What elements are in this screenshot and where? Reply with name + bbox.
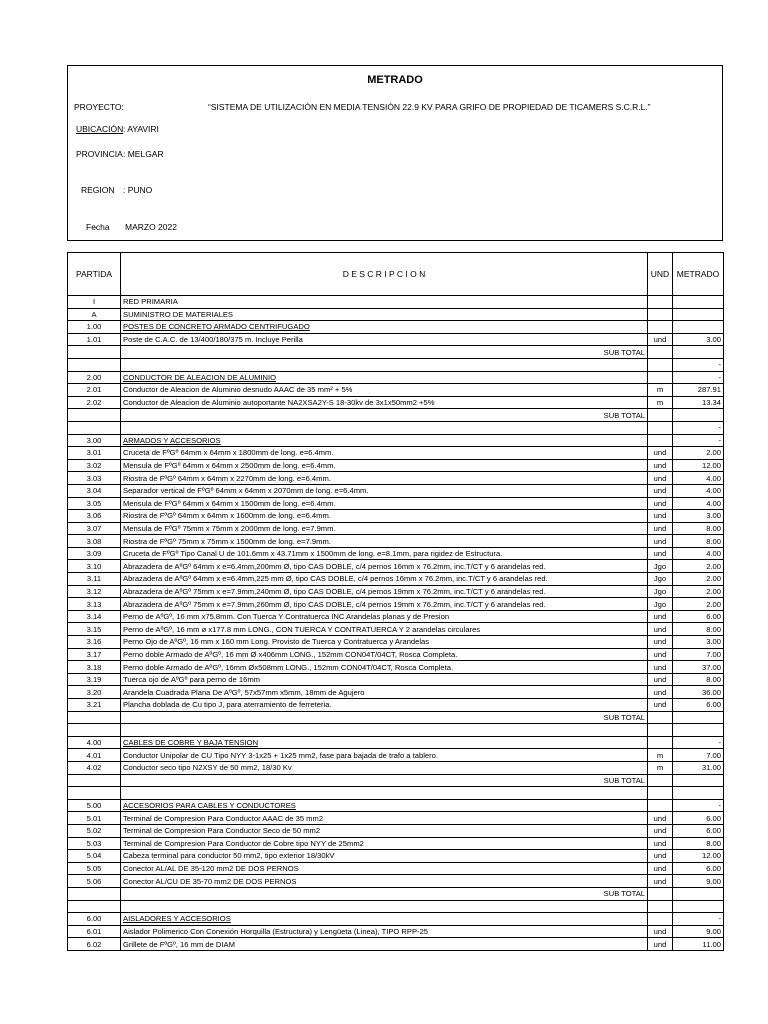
col-header-metrado: METRADO <box>673 253 724 296</box>
und-cell: Jgo <box>648 598 673 611</box>
descripcion-cell: Mensula de FºGº 64mm x 64mm x 1500mm de long. e=6.4mm. <box>121 497 648 510</box>
descripcion-cell: Aislador Polimerico Con Conexión Horquilla (Estructura) y Lengüeta (Linea), TIPO RPP-25 <box>121 925 648 938</box>
table-row <box>68 358 724 371</box>
metrado-cell: 2.00 <box>673 598 724 611</box>
descripcion-cell: Abrazadera de AºGº 64mm x e=6.4mm,225 mm Ø, tipo CAS DOBLE, c/4 pernos 16mm x 76.2mm, inc.T/CT y 6 arandelas red. <box>121 573 648 586</box>
table-row <box>68 749 724 762</box>
table-row <box>68 535 724 548</box>
partida-cell: 3.03 <box>68 472 121 485</box>
metrado-cell <box>673 711 724 724</box>
descripcion-cell: Perno de AºGº, 16 mm ø x177.8 mm LONG., CON TUERCA Y CONTRATUERCA Y 2 arandelas circulares <box>121 623 648 636</box>
metrado-cell: 6.00 <box>673 862 724 875</box>
descripcion-cell: ACCESORIOS PARA CABLES Y CONDUCTORES <box>121 799 648 812</box>
table-row <box>68 673 724 686</box>
metrado-cell: 6.00 <box>673 812 724 825</box>
descripcion-cell: Riostra de FºGº 64mm x 64mm x 1600mm de long. e=6.4mm. <box>121 510 648 523</box>
metrado-cell <box>673 900 724 913</box>
partida-cell: 5.00 <box>68 799 121 812</box>
metrado-cell: 2.00 <box>673 585 724 598</box>
partida-cell: 3.20 <box>68 686 121 699</box>
partida-cell: 3.04 <box>68 484 121 497</box>
metrado-cell <box>673 346 724 359</box>
partida-cell <box>68 358 121 371</box>
partida-cell: 3.13 <box>68 598 121 611</box>
descripcion-cell: Perno Ojo de AºGº, 16 mm x 160 mm Long. Provisto de Tuerca y Contratuerca y Arandelas <box>121 636 648 649</box>
und-cell: und <box>648 925 673 938</box>
und-cell: und <box>648 547 673 560</box>
metrado-cell: 3.00 <box>673 333 724 346</box>
table-row <box>68 396 724 409</box>
descripcion-cell: Terminal de Compresion Para Conductor Seco de 50 mm2 <box>121 824 648 837</box>
und-cell: und <box>648 850 673 863</box>
region-label: REGION <box>81 185 115 195</box>
metrado-cell: 9.00 <box>673 925 724 938</box>
partida-cell: 3.14 <box>68 610 121 623</box>
partida-cell <box>68 724 121 737</box>
und-cell: und <box>648 522 673 535</box>
partida-cell: 6.02 <box>68 938 121 951</box>
partida-cell: 4.02 <box>68 761 121 774</box>
table-row <box>68 925 724 938</box>
partida-cell <box>68 711 121 724</box>
metrado-cell: 4.00 <box>673 472 724 485</box>
descripcion-cell: Terminal de Compresion Para Conductor AAAC de 35 mm2 <box>121 812 648 825</box>
descripcion-cell: Conductor Unipolar de CU Tipo NYY 3-1x25 + 1x25 mm2, fase para bajada de trafo a tablero. <box>121 749 648 762</box>
metrado-cell: 8.00 <box>673 623 724 636</box>
und-cell: und <box>648 875 673 888</box>
descripcion-cell: SUB TOTAL <box>121 346 648 359</box>
project-header <box>67 65 723 241</box>
descripcion-cell: Separador vertical de FºGº 64mm x 64mm x 2070mm de long. e=6.4mm. <box>121 484 648 497</box>
section-row <box>68 736 724 749</box>
und-cell: und <box>648 472 673 485</box>
und-cell <box>648 774 673 787</box>
partida-cell: 3.07 <box>68 522 121 535</box>
section-row <box>68 434 724 447</box>
und-cell <box>648 434 673 447</box>
metrado-cell: 9.00 <box>673 875 724 888</box>
metrado-cell: 7.00 <box>673 648 724 661</box>
metrado-cell <box>673 787 724 800</box>
und-cell: m <box>648 761 673 774</box>
descripcion-cell: Cabeza terminal para conductor 50 mm2, tipo exterior 18/30kV <box>121 850 648 863</box>
und-cell: Jgo <box>648 585 673 598</box>
descripcion-cell: Perno de AºGº, 16 mm x75.8mm. Con Tuerca Y Contratuerca INC Arandelas planas y de Presion <box>121 610 648 623</box>
descripcion-cell: Poste de C.A.C. de 13/400/180/375 m. Incluye Perilla <box>121 333 648 346</box>
table-row <box>68 421 724 434</box>
und-cell <box>648 296 673 309</box>
descripcion-cell: Plancha doblada de Cu tipo J, para aterramiento de ferreteria. <box>121 699 648 712</box>
und-cell: und <box>648 623 673 636</box>
und-cell: und <box>648 673 673 686</box>
partida-cell: 5.05 <box>68 862 121 875</box>
partida-cell: 4.00 <box>68 736 121 749</box>
metrado-cell: 8.00 <box>673 673 724 686</box>
descripcion-cell: CONDUCTOR DE ALEACION DE ALUMINIO <box>121 371 648 384</box>
provincia-value: : MELGAR <box>123 149 164 159</box>
table-row <box>68 333 724 346</box>
table-row <box>68 447 724 460</box>
table-row <box>68 560 724 573</box>
descripcion-cell <box>121 421 648 434</box>
metrado-cell: 287.91 <box>673 384 724 397</box>
provincia-label: PROVINCIA <box>76 149 123 159</box>
section-row <box>68 321 724 334</box>
descripcion-cell: Riostra de FºGº 64mm x 64mm x 2270mm de long. e=6.4mm. <box>121 472 648 485</box>
partida-cell: 3.12 <box>68 585 121 598</box>
partida-cell: 3.19 <box>68 673 121 686</box>
partida-cell: 3.09 <box>68 547 121 560</box>
table-row <box>68 585 724 598</box>
und-cell: Jgo <box>648 560 673 573</box>
descripcion-cell: Mensula de FºGº 75mm x 75mm x 2000mm de long. e=7.9mm. <box>121 522 648 535</box>
partida-cell: 3.11 <box>68 573 121 586</box>
und-cell: und <box>648 699 673 712</box>
und-cell: und <box>648 610 673 623</box>
metrado-cell: 4.00 <box>673 547 724 560</box>
partida-cell: 3.00 <box>68 434 121 447</box>
partida-cell: 1.01 <box>68 333 121 346</box>
metrado-cell: 2.00 <box>673 447 724 460</box>
partida-cell <box>68 409 121 422</box>
metrado-cell: 36.00 <box>673 686 724 699</box>
und-cell <box>648 724 673 737</box>
metrado-cell: 31.00 <box>673 761 724 774</box>
table-row <box>68 573 724 586</box>
partida-cell: 5.04 <box>68 850 121 863</box>
metrado-cell <box>673 774 724 787</box>
metrado-cell: 3.00 <box>673 636 724 649</box>
table-row <box>68 812 724 825</box>
metrado-cell <box>673 321 724 334</box>
table-row <box>68 824 724 837</box>
und-cell: und <box>648 497 673 510</box>
descripcion-cell: SUB TOTAL <box>121 887 648 900</box>
partida-cell: 2.01 <box>68 384 121 397</box>
und-cell <box>648 913 673 926</box>
col-header-descripcion: D E S C R I P C I O N <box>121 253 648 296</box>
table-row <box>68 472 724 485</box>
partida-cell: 3.15 <box>68 623 121 636</box>
table-row <box>68 497 724 510</box>
partida-cell: 2.02 <box>68 396 121 409</box>
table-row <box>68 648 724 661</box>
und-cell <box>648 308 673 321</box>
metrado-table <box>67 252 724 951</box>
region-value: : PUNO <box>123 185 153 195</box>
metrado-cell: 7.00 <box>673 749 724 762</box>
partida-cell: 1.00 <box>68 321 121 334</box>
metrado-cell: 37.00 <box>673 661 724 674</box>
und-cell: und <box>648 938 673 951</box>
partida-cell: 4.01 <box>68 749 121 762</box>
und-cell: und <box>648 686 673 699</box>
table-row <box>68 724 724 737</box>
und-cell: m <box>648 749 673 762</box>
descripcion-cell: AISLADORES Y ACCESORIOS <box>121 913 648 926</box>
descripcion-cell: Abrazadera de AºGº 64mm x e=6.4mm,200mm Ø, tipo CAS DOBLE, c/4 pernos 16mm x 76.2mm, inc.T/CT y 6 arandelas red. <box>121 560 648 573</box>
descripcion-cell: Grillete de FºGº, 16 mm de DIAM <box>121 938 648 951</box>
descripcion-cell <box>121 900 648 913</box>
partida-cell: 5.02 <box>68 824 121 837</box>
descripcion-cell: Conductor de Aleacion de Aluminio autoportante NA2XSA2Y-S 18-30kv de 3x1x50mm2 +5% <box>121 396 648 409</box>
partida-cell: 3.16 <box>68 636 121 649</box>
descripcion-cell: Abrazadera de AºGº 75mm x e=7.9mm,260mm Ø, tipo CAS DOBLE, c/4 pernos 19mm x 76.2mm, inc.T/CT y 6 arandelas red. <box>121 598 648 611</box>
und-cell <box>648 421 673 434</box>
metrado-cell: 11.00 <box>673 938 724 951</box>
metrado-cell: - <box>673 421 724 434</box>
metrado-cell <box>673 409 724 422</box>
section-row <box>68 799 724 812</box>
table-row <box>68 296 724 309</box>
table-row <box>68 547 724 560</box>
table-header-row <box>68 253 724 296</box>
descripcion-cell <box>121 724 648 737</box>
und-cell: und <box>648 837 673 850</box>
partida-cell <box>68 346 121 359</box>
col-header-partida: PARTIDA <box>68 253 121 296</box>
partida-cell: I <box>68 296 121 309</box>
metrado-cell: 8.00 <box>673 837 724 850</box>
proyecto-label: PROYECTO: <box>74 102 124 112</box>
partida-cell: 6.00 <box>68 913 121 926</box>
descripcion-cell: Mensula de FºGº 64mm x 64mm x 2500mm de long. e=6.4mm. <box>121 459 648 472</box>
table-row <box>68 522 724 535</box>
metrado-cell: 8.00 <box>673 535 724 548</box>
table-row <box>68 686 724 699</box>
partida-cell <box>68 421 121 434</box>
und-cell <box>648 900 673 913</box>
metrado-cell <box>673 308 724 321</box>
und-cell: m <box>648 396 673 409</box>
partida-cell: A <box>68 308 121 321</box>
und-cell <box>648 711 673 724</box>
partida-cell: 3.08 <box>68 535 121 548</box>
und-cell: und <box>648 459 673 472</box>
table-row <box>68 699 724 712</box>
descripcion-cell: ARMADOS Y ACCESORIOS <box>121 434 648 447</box>
table-row <box>68 761 724 774</box>
subtotal-row <box>68 887 724 900</box>
document-title: METRADO <box>367 74 423 86</box>
subtotal-row <box>68 346 724 359</box>
descripcion-cell: Arandela Cuadrada Plana De AºGº, 57x57mm x5mm, 18mm de Agujero <box>121 686 648 699</box>
descripcion-cell: Perno doble Armado de AºGº, 16mm Øx508mm LONG., 152mm CON04T/04CT, Rosca Completa. <box>121 661 648 674</box>
metrado-cell: 3.00 <box>673 510 724 523</box>
metrado-cell: 6.00 <box>673 824 724 837</box>
descripcion-cell: Cruceta de FºGº Tipo Canal U de 101.6mm x 43.71mm x 1500mm de long. e=8.1mm, para rigidez de Estructura. <box>121 547 648 560</box>
descripcion-cell: SUB TOTAL <box>121 409 648 422</box>
subtotal-row <box>68 774 724 787</box>
und-cell <box>648 346 673 359</box>
descripcion-cell: POSTES DE CONCRETO ARMADO CENTRIFUGADO <box>121 321 648 334</box>
partida-cell: 3.02 <box>68 459 121 472</box>
partida-cell <box>68 787 121 800</box>
partida-cell: 3.05 <box>68 497 121 510</box>
metrado-cell: 2.00 <box>673 573 724 586</box>
partida-cell <box>68 900 121 913</box>
col-header-und: UND <box>648 253 673 296</box>
descripcion-cell: Abrazadera de AºGº 75mm x e=7.9mm,240mm Ø, tipo CAS DOBLE, c/4 pernos 19mm x 76.2mm, inc.T/CT y 6 arandelas red. <box>121 585 648 598</box>
table-row <box>68 510 724 523</box>
proyecto-value: “SISTEMA DE UTILIZACIÓN EN MEDIA TENSIÓN 22.9 KV PARA GRIFO DE PROPIEDAD DE TICAMERS S.C.R.L.” <box>208 102 651 112</box>
metrado-cell: 2.00 <box>673 560 724 573</box>
partida-cell: 3.18 <box>68 661 121 674</box>
table-row <box>68 900 724 913</box>
und-cell: und <box>648 812 673 825</box>
descripcion-cell: RED PRIMARIA <box>121 296 648 309</box>
partida-cell: 3.06 <box>68 510 121 523</box>
und-cell: m <box>648 384 673 397</box>
und-cell: und <box>648 510 673 523</box>
metrado-cell <box>673 887 724 900</box>
descripcion-cell: CABLES DE COBRE Y BAJA TENSION <box>121 736 648 749</box>
partida-cell: 2.00 <box>68 371 121 384</box>
metrado-cell: - <box>673 799 724 812</box>
metrado-cell: 6.00 <box>673 610 724 623</box>
subtotal-row <box>68 409 724 422</box>
und-cell: und <box>648 648 673 661</box>
und-cell <box>648 358 673 371</box>
metrado-cell: 12.00 <box>673 850 724 863</box>
section-row <box>68 371 724 384</box>
section-row <box>68 913 724 926</box>
fecha-label: Fecha <box>86 222 110 232</box>
metrado-cell: 4.00 <box>673 484 724 497</box>
table-row <box>68 636 724 649</box>
table-row <box>68 484 724 497</box>
metrado-cell <box>673 724 724 737</box>
descripcion-cell: SUB TOTAL <box>121 774 648 787</box>
partida-cell: 6.01 <box>68 925 121 938</box>
descripcion-cell: SUB TOTAL <box>121 711 648 724</box>
und-cell: und <box>648 484 673 497</box>
table-row <box>68 862 724 875</box>
und-cell <box>648 887 673 900</box>
descripcion-cell <box>121 358 648 371</box>
und-cell <box>648 409 673 422</box>
descripcion-cell: Conductor seco tipo N2XSY de 50 mm2, 18/30 Kv <box>121 761 648 774</box>
table-row <box>68 610 724 623</box>
partida-cell: 3.10 <box>68 560 121 573</box>
descripcion-cell: Tuerca ojo de AºGº para perno de 16mm <box>121 673 648 686</box>
und-cell: und <box>648 447 673 460</box>
und-cell <box>648 799 673 812</box>
und-cell <box>648 736 673 749</box>
metrado-cell: 12.00 <box>673 459 724 472</box>
und-cell: und <box>648 661 673 674</box>
und-cell: und <box>648 535 673 548</box>
partida-cell <box>68 887 121 900</box>
ubicacion-value: : AYAVIRI <box>123 124 159 134</box>
metrado-cell: - <box>673 736 724 749</box>
metrado-cell <box>673 296 724 309</box>
table-row <box>68 623 724 636</box>
metrado-cell: 6.00 <box>673 699 724 712</box>
partida-cell <box>68 774 121 787</box>
und-cell: und <box>648 862 673 875</box>
table-row <box>68 598 724 611</box>
partida-cell: 3.01 <box>68 447 121 460</box>
fecha-value: MARZO 2022 <box>125 222 177 232</box>
table-row <box>68 459 724 472</box>
descripcion-cell: Conector AL/CU DE 35-70 mm2 DE DOS PERNOS <box>121 875 648 888</box>
metrado-cell: 8.00 <box>673 522 724 535</box>
partida-cell: 3.21 <box>68 699 121 712</box>
und-cell <box>648 371 673 384</box>
descripcion-cell: Perno doble Armado de AºGº, 16 mm Ø x406mm LONG., 152mm CON04T/04CT, Rosca Completa. <box>121 648 648 661</box>
descripcion-cell: Conector AL/AL DE 35-120 mm2 DE DOS PERNOS <box>121 862 648 875</box>
table-row <box>68 787 724 800</box>
table-row <box>68 875 724 888</box>
metrado-cell: - <box>673 371 724 384</box>
und-cell: und <box>648 636 673 649</box>
descripcion-cell <box>121 787 648 800</box>
descripcion-cell: Cruceta de FºGº 64mm x 64mm x 1800mm de long. e=6.4mm. <box>121 447 648 460</box>
table-row <box>68 938 724 951</box>
table-row <box>68 837 724 850</box>
metrado-cell: 13.34 <box>673 396 724 409</box>
metrado-cell: - <box>673 913 724 926</box>
metrado-cell: - <box>673 434 724 447</box>
partida-cell: 5.01 <box>68 812 121 825</box>
table-row <box>68 850 724 863</box>
metrado-cell: - <box>673 358 724 371</box>
ubicacion-label: UBICACIÓN <box>76 124 124 134</box>
und-cell: und <box>648 333 673 346</box>
descripcion-cell: Terminal de Compresion Para Conductor de Cobre tipo NYY de 25mm2 <box>121 837 648 850</box>
und-cell: Jgo <box>648 573 673 586</box>
und-cell <box>648 787 673 800</box>
und-cell <box>648 321 673 334</box>
und-cell: und <box>648 824 673 837</box>
descripcion-cell: SUMINISTRO DE MATERIALES <box>121 308 648 321</box>
descripcion-cell: Conductor de Aleacion de Aluminio desnudo AAAC de 35 mm² + 5% <box>121 384 648 397</box>
table-row <box>68 661 724 674</box>
table-row <box>68 308 724 321</box>
metrado-cell: 4.00 <box>673 497 724 510</box>
table-row <box>68 384 724 397</box>
subtotal-row <box>68 711 724 724</box>
descripcion-cell: Riostra de FºGº 75mm x 75mm x 1500mm de long. e=7.9mm. <box>121 535 648 548</box>
partida-cell: 5.03 <box>68 837 121 850</box>
partida-cell: 3.17 <box>68 648 121 661</box>
partida-cell: 5.06 <box>68 875 121 888</box>
